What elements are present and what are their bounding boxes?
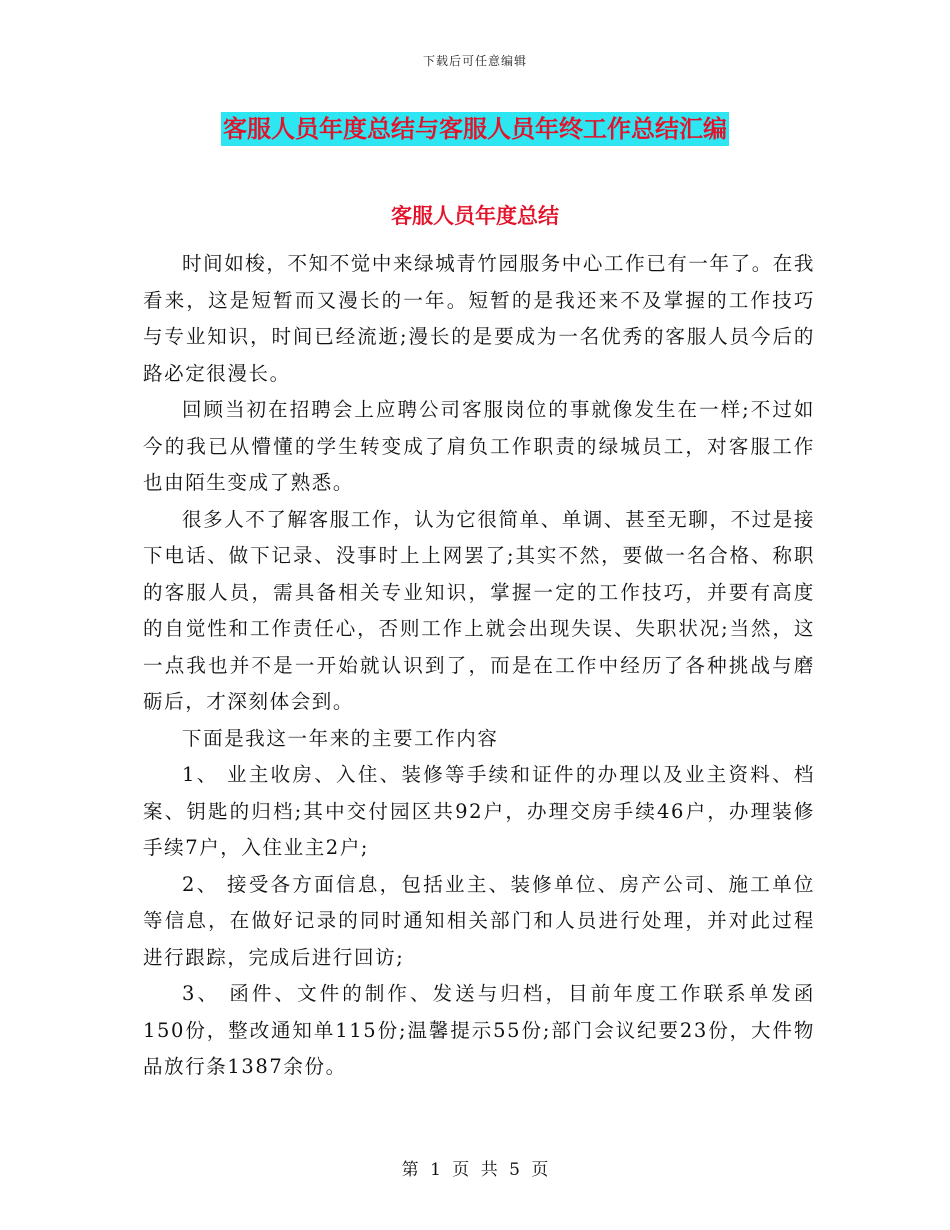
paragraph: 2、 接受各方面信息，包括业主、装修单位、房产公司、施工单位等信息，在做好记录的同时通知相关部门和人员进行处理，并对此过程进行跟踪，完成后进行回访; (143, 872, 815, 969)
paragraph: 1、 业主收房、入住、装修等手续和证件的办理以及业主资料、档案、钥匙的归档;其中交付园区共92户，办理交房手续46户，办理装修手续7户，入住业主2户; (143, 763, 815, 859)
page-number: 第 1 页 共 5 页 (401, 1160, 549, 1180)
document-body (143, 246, 815, 1086)
page-header-note: 下载后可任意编辑 (422, 54, 527, 68)
paragraph: 很多人不了解客服工作，认为它很简单、单调、甚至无聊，不过是接下电话、做下记录、没事时上上网罢了;其实不然，要做一名合格、称职的客服人员，需具备相关专业知识，掌握一定的工作技巧，并要有高度的自觉性和工作责任心，否则工作上就会出现失误、失职状况;当然，这一点我也并不是一开始就认识到了，而是在工作中经历了各种挑战与磨砺后，才深刻体会到。 (143, 507, 816, 713)
paragraph: 时间如梭，不知不觉中来绿城青竹园服务中心工作已有一年了。在我看来，这是短暂而又漫长的一年。短暂的是我还来不及掌握的工作技巧与专业知识，时间已经流逝;漫长的是要成为一名优秀的客服人员今后的路必定很漫长。 (143, 252, 816, 385)
paragraph: 3、 函件、文件的制作、发送与归档，目前年度工作联系单发函150份，整改通知单115份;温馨提示55份;部门会议纪要23份，大件物品放行条1387余份。 (143, 982, 815, 1078)
main-title-highlight: 客服人员年度总结与客服人员年终工作总结汇编 (221, 112, 729, 146)
paragraph: 下面是我这一年来的主要工作内容 (182, 726, 499, 750)
paragraph: 回顾当初在招聘会上应聘公司客服岗位的事就像发生在一样;不过如今的我已从懵懂的学生转变成了肩负工作职责的绿城员工，对客服工作也由陌生变成了熟悉。 (143, 398, 815, 494)
document-main-title (0, 112, 950, 146)
section-title: 客服人员年度总结 (391, 204, 559, 228)
